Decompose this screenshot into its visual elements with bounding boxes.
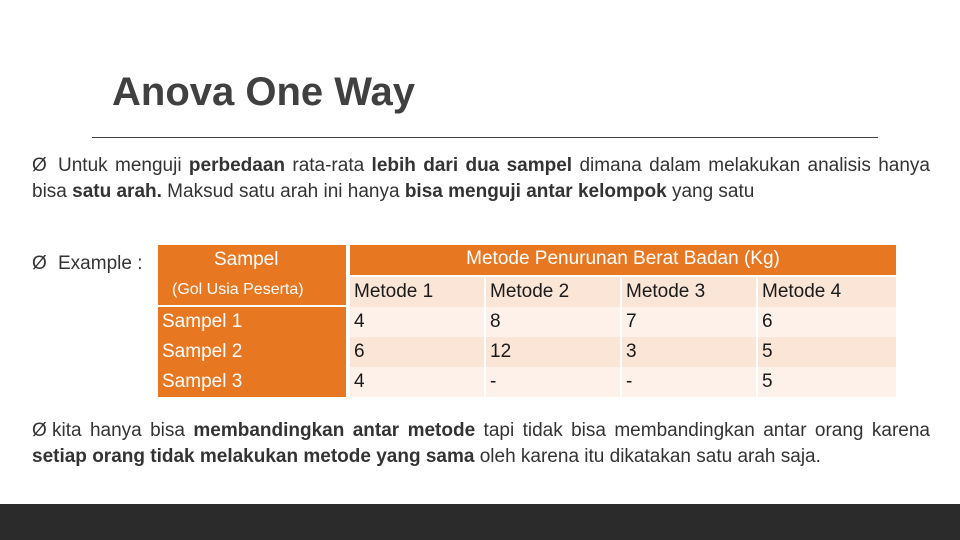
- bullet-text: rata-rata: [285, 155, 372, 176]
- table-cell: 6: [758, 307, 896, 337]
- bullet-arrow-icon: Ø: [32, 253, 47, 274]
- table-cell: 12: [486, 337, 620, 367]
- bullet-definition: [32, 153, 930, 205]
- table-cell-method: Metode 1: [350, 277, 484, 307]
- bullet-text-bold: bisa menguji antar kelompok: [404, 181, 667, 202]
- table-cell: 7: [622, 307, 756, 337]
- bullet-text: oleh karena itu dikatakan satu arah saja.: [474, 446, 821, 467]
- table-cell: 3: [622, 337, 756, 367]
- table-cell: 8: [486, 307, 620, 337]
- bullet-arrow-icon: Ø: [32, 420, 47, 441]
- table-cell: -: [622, 367, 756, 397]
- table-cell-method: Metode 3: [622, 277, 756, 307]
- bullet-text: Maksud satu arah ini hanya: [161, 181, 405, 202]
- title-underline: [92, 137, 878, 138]
- table-cell: -: [486, 367, 620, 397]
- bullet-text: dimana dalam melakukan analisis hanya bisa: [32, 155, 930, 202]
- table-header-sampel: Sampel: [158, 245, 346, 275]
- table-cell: 6: [350, 337, 484, 367]
- table-header-metode: Metode Penurunan Berat Badan (Kg): [350, 245, 896, 275]
- bullet-text: kita hanya bisa: [52, 420, 194, 441]
- table-row-label: Sampel 3: [158, 367, 346, 397]
- table-cell: 5: [758, 337, 896, 367]
- footer-bar: [0, 504, 960, 540]
- bullet-conclusion: [32, 418, 930, 470]
- table-cell-method: Metode 4: [758, 277, 896, 307]
- bullet-text-bold: perbedaan: [188, 155, 285, 176]
- example-label: Example :: [58, 253, 143, 274]
- bullet-text-bold: setiap orang tidak melakukan metode yang sama: [32, 446, 475, 467]
- table-header-sampel-sub: (Gol Usia Peserta): [158, 275, 346, 305]
- bullet-text-bold: lebih dari dua sampel: [371, 155, 573, 176]
- slide-title: Anova One Way: [112, 70, 416, 114]
- table-cell: 4: [350, 367, 484, 397]
- bullet-example: [32, 251, 162, 277]
- table-cell: 4: [350, 307, 484, 337]
- bullet-text-bold: satu arah.: [72, 181, 162, 202]
- table-cell-method: Metode 2: [486, 277, 620, 307]
- table-row-label: Sampel 2: [158, 337, 346, 367]
- table-row-label: Sampel 1: [158, 307, 346, 337]
- bullet-text-bold: membandingkan antar metode: [193, 420, 476, 441]
- bullet-text: Untuk menguji: [58, 155, 189, 176]
- bullet-arrow-icon: Ø: [32, 155, 47, 176]
- bullet-text: tapi tidak bisa membandingkan antar orang karena: [475, 420, 930, 441]
- table-cell: 5: [758, 367, 896, 397]
- bullet-text: yang satu: [666, 181, 755, 202]
